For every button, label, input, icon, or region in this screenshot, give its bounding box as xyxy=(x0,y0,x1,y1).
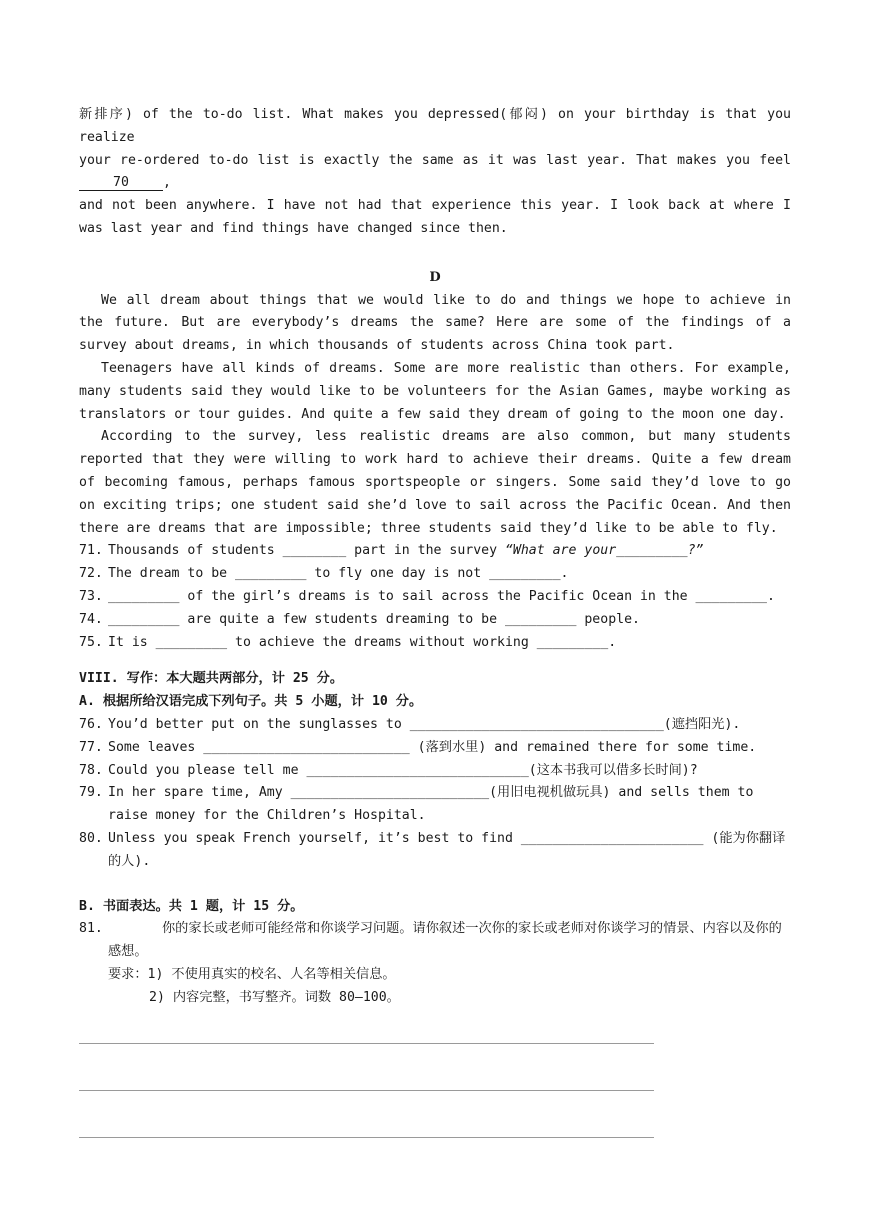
question-77 xyxy=(79,737,791,760)
question-81-text: 你的家长或老师可能经常和你谈学习问题。请你叙述一次你的家长或老师对你谈学习的情景、内容以及你的感想。 xyxy=(108,921,782,960)
part-a-title: A. 根据所给汉语完成下列句子。共 5 小题，计 10 分。 xyxy=(79,694,423,710)
question-number: 71. xyxy=(79,543,103,559)
question-81-prompt xyxy=(108,918,791,964)
question-number: 79. xyxy=(79,785,103,801)
question-text[interactable]: You’d better put on the sunglasses to ________________________________(遮挡阳光). xyxy=(108,716,741,732)
question-text[interactable]: The dream to be _________ to fly one day is not _________. xyxy=(108,566,569,582)
passage-d-paragraph: According to the survey, less realistic dreams are also common, but many students reported that they were willing to work hard to achieve their dreams. Quite a few dream of becoming famous, perhaps famous sportspeople or singers. Some said they’d love to go on exciting trips; one student said she’d love to sail across the Pacific Ocean. And then there are dreams that are impossible; three students said they’d like to be able to fly. xyxy=(79,429,791,536)
question-71-italic: “What are your_________?” xyxy=(504,543,704,559)
question-80 xyxy=(79,828,791,874)
writing-line[interactable] xyxy=(79,1137,654,1138)
passage-c-line-3: and not been anywhere. I have not had that experience this year. I look back at where I was last year and find things have changed since then. xyxy=(79,198,791,236)
passage-d-paragraph: We all dream about things that we would like to do and things we hope to achieve in the future. But are everybody’s dreams the same? Here are some of the findings of a survey about dreams, in which thousands of students across China took part. xyxy=(79,292,791,354)
question-text[interactable]: In her spare time, Amy _________________________(用旧电视机做玩具) and sells them to raise money for the Children’s Hospital. xyxy=(108,785,754,824)
part-b-title: B. 书面表达。共 1 题，计 15 分。 xyxy=(79,898,304,914)
question-text[interactable]: _________ of the girl’s dreams is to sail across the Pacific Ocean in the _________. xyxy=(108,588,775,604)
question-73 xyxy=(79,586,791,609)
question-text[interactable]: It is _________ to achieve the dreams without working _________. xyxy=(108,634,617,650)
question-72 xyxy=(79,563,791,586)
question-78 xyxy=(79,760,791,783)
question-75 xyxy=(79,632,791,655)
writing-line[interactable] xyxy=(79,1043,654,1044)
question-number: 75. xyxy=(79,634,103,650)
question-number: 80. xyxy=(79,830,103,846)
question-text[interactable]: Some leaves __________________________ (落到水里) and remained there for some time. xyxy=(108,739,757,755)
question-text[interactable]: Unless you speak French yourself, it’s best to find _______________________ (能为你翻译的人). xyxy=(108,830,786,869)
question-number: 74. xyxy=(79,611,103,627)
writing-section-title: VIII. 写作：本大题共两部分，计 25 分。 xyxy=(79,671,344,687)
blank-70[interactable]: 70 xyxy=(79,175,163,191)
question-71-text: Thousands of students ________ part in the survey xyxy=(108,543,505,559)
question-text[interactable] xyxy=(108,540,791,563)
passage-c-line-2 xyxy=(79,150,791,196)
passage-d-paragraph: Teenagers have all kinds of dreams. Some are more realistic than others. For example, many students said they would like to be volunteers for the Asian Games, maybe working as translators or tour guides. And quite a few said they dream of going to the moon one day. xyxy=(79,360,791,422)
question-74 xyxy=(79,609,791,632)
requirement-2: 2) 内容完整，书写整齐。词数 80—100。 xyxy=(149,989,400,1005)
question-number: 73. xyxy=(79,588,103,604)
question-76 xyxy=(79,714,791,737)
passage-c-line-2-text: your re-ordered to-do list is exactly the same as it was last year. That makes you feel xyxy=(79,152,791,168)
question-text[interactable]: Could you please tell me ____________________________(这本书我可以借多长时间)? xyxy=(108,762,698,778)
writing-line[interactable] xyxy=(79,1090,654,1091)
section-d-heading: D xyxy=(429,269,441,285)
question-81 xyxy=(79,918,791,964)
question-number: 81. xyxy=(79,921,103,937)
writing-lines[interactable] xyxy=(79,1043,791,1138)
question-71 xyxy=(79,540,791,563)
question-number: 78. xyxy=(79,762,103,778)
question-text[interactable]: _________ are quite a few students dreaming to be _________ people. xyxy=(108,611,640,627)
question-79 xyxy=(79,782,791,828)
passage-c-line-2-end: , xyxy=(163,175,171,191)
exam-page xyxy=(79,104,791,1184)
question-number: 77. xyxy=(79,739,103,755)
question-number: 72. xyxy=(79,566,103,582)
requirement-1: 要求：1) 不使用真实的校名、人名等相关信息。 xyxy=(108,966,396,982)
passage-c-line-1: 新排序) of the to-do list. What makes you depressed(郁闷) on your birthday is that you realize xyxy=(79,107,791,145)
question-number: 76. xyxy=(79,716,103,732)
